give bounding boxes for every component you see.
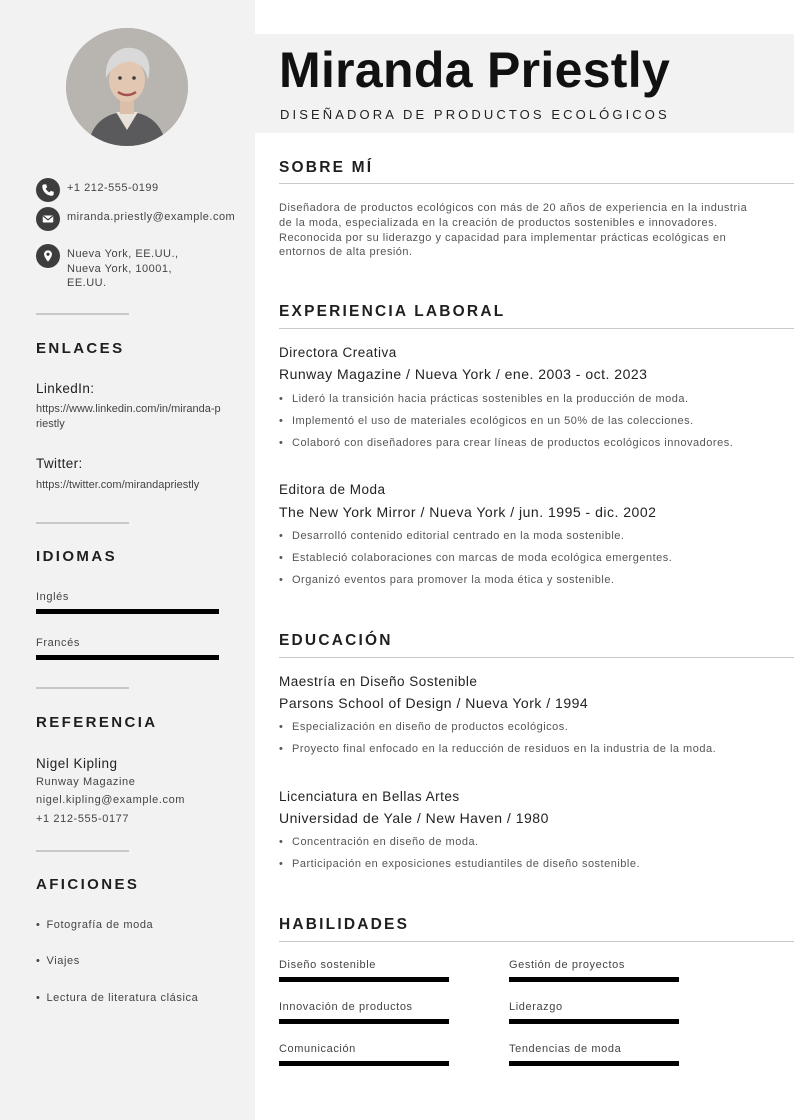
skill-level-fill xyxy=(279,1019,449,1024)
bullet-item: • Especialización en diseño de productos ecológicos. xyxy=(279,720,759,735)
language-label-english: Inglés xyxy=(36,591,69,603)
skill-level-bar xyxy=(279,1061,449,1066)
education-institution: Universidad de Yale / New Haven / 1980 xyxy=(279,810,549,826)
section-divider xyxy=(279,941,794,942)
job-title: DISEÑADORA DE PRODUCTOS ECOLÓGICOS xyxy=(280,107,670,122)
location-pin-icon xyxy=(36,244,60,268)
reference-email[interactable]: nigel.kipling@example.com xyxy=(36,794,186,806)
reference-heading: REFERENCIA xyxy=(36,714,158,731)
about-text: Diseñadora de productos ecológicos con más de 20 años de experiencia en la industria de la moda, especializada en la creación de productos sostenibles e innovadores. Reconocida por su liderazgo y capacidad para implementar prácticas ecológicas en entornos de alta presión. xyxy=(279,202,748,259)
experience-heading: EXPERIENCIA LABORAL xyxy=(279,303,506,320)
bullet-item: • Organizó eventos para promover la moda ética y sostenible. xyxy=(279,573,759,588)
skill-label: Innovación de productos xyxy=(279,1001,413,1013)
twitter-label: Twitter: xyxy=(36,456,83,471)
bullet-item: • Colaboró con diseñadores para crear líneas de productos ecológicos innovadores. xyxy=(279,436,759,451)
reference-name: Nigel Kipling xyxy=(36,756,118,771)
skill-level-fill xyxy=(279,977,449,982)
education-bullets xyxy=(279,835,759,879)
language-level-bar-english xyxy=(36,609,219,614)
skill-level-fill xyxy=(509,1061,679,1066)
language-label-french: Francés xyxy=(36,637,80,649)
language-level-fill xyxy=(36,655,219,660)
education-institution: Parsons School of Design / Nueva York / 1994 xyxy=(279,695,589,711)
skill-level-bar xyxy=(509,1019,679,1024)
phone-icon xyxy=(36,178,60,202)
sidebar-divider xyxy=(36,522,129,524)
section-divider xyxy=(279,657,794,658)
education-degree: Maestría en Diseño Sostenible xyxy=(279,674,478,689)
experience-role: Editora de Moda xyxy=(279,482,386,497)
phone-text: +1 212-555-0199 xyxy=(67,182,159,194)
experience-role: Directora Creativa xyxy=(279,345,397,360)
skill-level-fill xyxy=(279,1061,449,1066)
sidebar xyxy=(0,0,255,1120)
about-heading: SOBRE MÍ xyxy=(279,159,374,176)
linkedin-link[interactable]: https://www.linkedin.com/in/miranda-priestly xyxy=(36,403,221,430)
mail-icon xyxy=(36,207,60,231)
bullet-item: • Estableció colaboraciones con marcas de moda ecológica emergentes. xyxy=(279,551,759,566)
candidate-name: Miranda Priestly xyxy=(279,42,671,98)
section-divider xyxy=(279,328,794,329)
skill-level-fill xyxy=(509,977,679,982)
address-text: Nueva York, EE.UU., Nueva York, 10001, EE.UU. xyxy=(67,248,179,289)
bullet-item: • Proyecto final enfocado en la reducción de residuos en la industria de la moda. xyxy=(279,742,759,757)
hobbies-heading: AFICIONES xyxy=(36,876,140,893)
sidebar-divider xyxy=(36,687,129,689)
skill-level-fill xyxy=(509,1019,679,1024)
sidebar-divider xyxy=(36,850,129,852)
skill-level-bar xyxy=(279,977,449,982)
skill-label: Gestión de proyectos xyxy=(509,959,625,971)
contact-email xyxy=(36,207,236,231)
skills-heading: HABILIDADES xyxy=(279,916,410,933)
skill-label: Comunicación xyxy=(279,1043,356,1055)
skill-label: Liderazgo xyxy=(509,1001,563,1013)
skill-level-bar xyxy=(509,977,679,982)
experience-bullets xyxy=(279,529,759,595)
bullet-item: • Lideró la transición hacia prácticas sostenibles en la producción de moda. xyxy=(279,392,759,407)
education-degree: Licenciatura en Bellas Artes xyxy=(279,789,460,804)
education-bullets xyxy=(279,720,759,764)
avatar xyxy=(66,28,188,146)
language-level-bar-french xyxy=(36,655,219,660)
languages-heading: IDIOMAS xyxy=(36,548,117,565)
hobby-label: Lectura de literatura clásica xyxy=(46,992,199,1004)
reference-phone: +1 212-555-0177 xyxy=(36,813,130,825)
reference-company: Runway Magazine xyxy=(36,776,136,788)
twitter-link[interactable]: https://twitter.com/mirandapriestly xyxy=(36,479,200,491)
skill-level-bar xyxy=(509,1061,679,1066)
portrait-image xyxy=(66,28,188,146)
bullet-item: • Desarrolló contenido editorial centrado en la moda sostenible. xyxy=(279,529,759,544)
links-heading: ENLACES xyxy=(36,340,125,357)
email-text[interactable]: miranda.priestly@example.com xyxy=(67,211,236,223)
experience-org: Runway Magazine / Nueva York / ene. 2003 - oct. 2023 xyxy=(279,366,648,382)
hobby-item: • Viajes xyxy=(36,955,80,967)
section-divider xyxy=(279,183,794,184)
skill-level-bar xyxy=(279,1019,449,1024)
skill-label: Diseño sostenible xyxy=(279,959,377,971)
bullet-item: • Concentración en diseño de moda. xyxy=(279,835,759,850)
language-level-fill xyxy=(36,609,219,614)
experience-bullets xyxy=(279,392,759,458)
hobby-label: Viajes xyxy=(46,955,80,967)
contact-phone xyxy=(36,178,217,202)
bullet-item: • Participación en exposiciones estudiantiles de diseño sostenible. xyxy=(279,857,759,872)
education-heading: EDUCACIÓN xyxy=(279,632,393,649)
sidebar-divider xyxy=(36,313,129,315)
hobby-label: Fotografía de moda xyxy=(46,919,154,931)
experience-org: The New York Mirror / Nueva York / jun. 1995 - dic. 2002 xyxy=(279,504,657,520)
skill-label: Tendencias de moda xyxy=(509,1043,622,1055)
bullet-item: • Implementó el uso de materiales ecológicos en un 50% de las colecciones. xyxy=(279,414,759,429)
linkedin-label: LinkedIn: xyxy=(36,381,95,396)
hobby-item: • Fotografía de moda xyxy=(36,919,154,931)
hobby-item: • Lectura de literatura clásica xyxy=(36,992,199,1004)
contact-address xyxy=(36,244,192,291)
